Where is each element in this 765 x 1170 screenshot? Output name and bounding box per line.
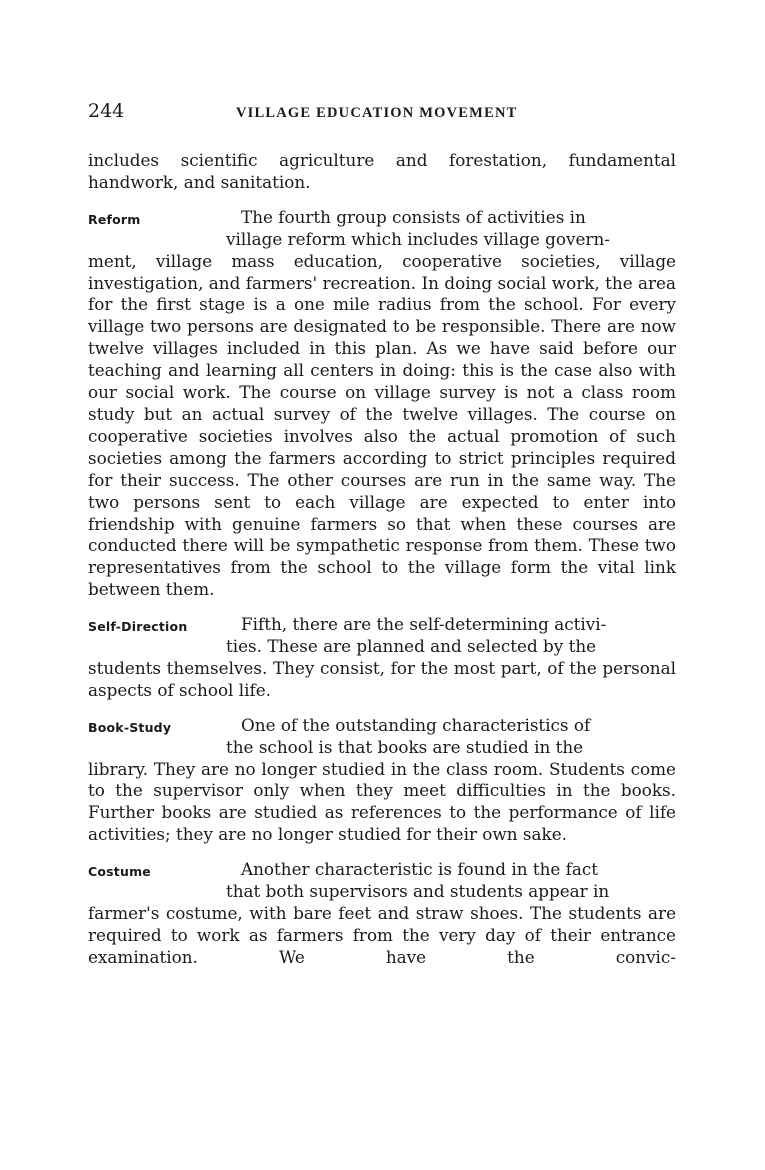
section-book-study (88, 715, 676, 846)
section-self-direction-line-2: ties. These are planned and selected by the (226, 636, 597, 657)
section-reform-line-2: village reform which includes village govern- (226, 228, 610, 249)
section-book-study-line-1: One of the outstanding characteristics of (241, 714, 591, 735)
running-head (88, 100, 676, 134)
section-reform-body: ment, village mass education, cooperative societies, village investigation, and farmers' recreation. In doing social work, the area for the first stage is a one mile radius from the school. For every village two persons are designated to be responsible. There are now twelve villages included in this plan. As we have said before our teaching and learning all centers in doing: this is the case also with our social work. The course on village survey is not a class room study but an actual survey of the twelve villages. The course on cooperative societies involves also the actual promotion of such societies among the farmers according to strict principles required for their success. The other courses are run in the same way. The two persons sent to each village are expected to enter into friendship with genuine farmers so that when these courses are conducted there will be sympathetic response from them. These two representatives from the school to the village form the vital link between them. (88, 250, 676, 600)
running-title: VILLAGE EDUCATION MOVEMENT (236, 105, 518, 121)
section-costume-line-2: that both supervisors and students appear in (226, 881, 610, 902)
section-self-direction-line-1: Fifth, there are the self-determining activi- (241, 614, 607, 635)
section-costume-line-1: Another characteristic is found in the fact (241, 859, 599, 880)
section-reform (88, 207, 676, 601)
side-label-self-direction: Self-Direction (88, 619, 188, 635)
section-self-direction (88, 614, 676, 702)
page-number: 244 (88, 100, 125, 122)
book-page (88, 100, 676, 969)
section-self-direction-body: students themselves. They consist, for the most part, of the personal aspects of school life. (88, 657, 676, 700)
section-book-study-line-2: the school is that books are studied in the (226, 736, 584, 757)
side-label-reform: Reform (88, 211, 141, 227)
section-book-study-body: library. They are no longer studied in the class room. Students come to the supervisor only when they meet difficulties in the books. Further books are studied as references to the performance of life activities; they are no longer studied for their own sake. (88, 758, 676, 845)
section-costume-body: farmer's costume, with bare feet and straw shoes. The students are required to work as farmers from the very day of their entrance examination. We have the convic- (88, 903, 676, 967)
intro-paragraph: includes scientific agriculture and forestation, fundamental handwork, and sanitation. (88, 150, 676, 192)
section-costume (88, 859, 676, 969)
section-reform-line-1: The fourth group consists of activities in (241, 206, 586, 227)
side-label-costume: Costume (88, 864, 151, 880)
side-label-book-study: Book-Study (88, 719, 172, 735)
